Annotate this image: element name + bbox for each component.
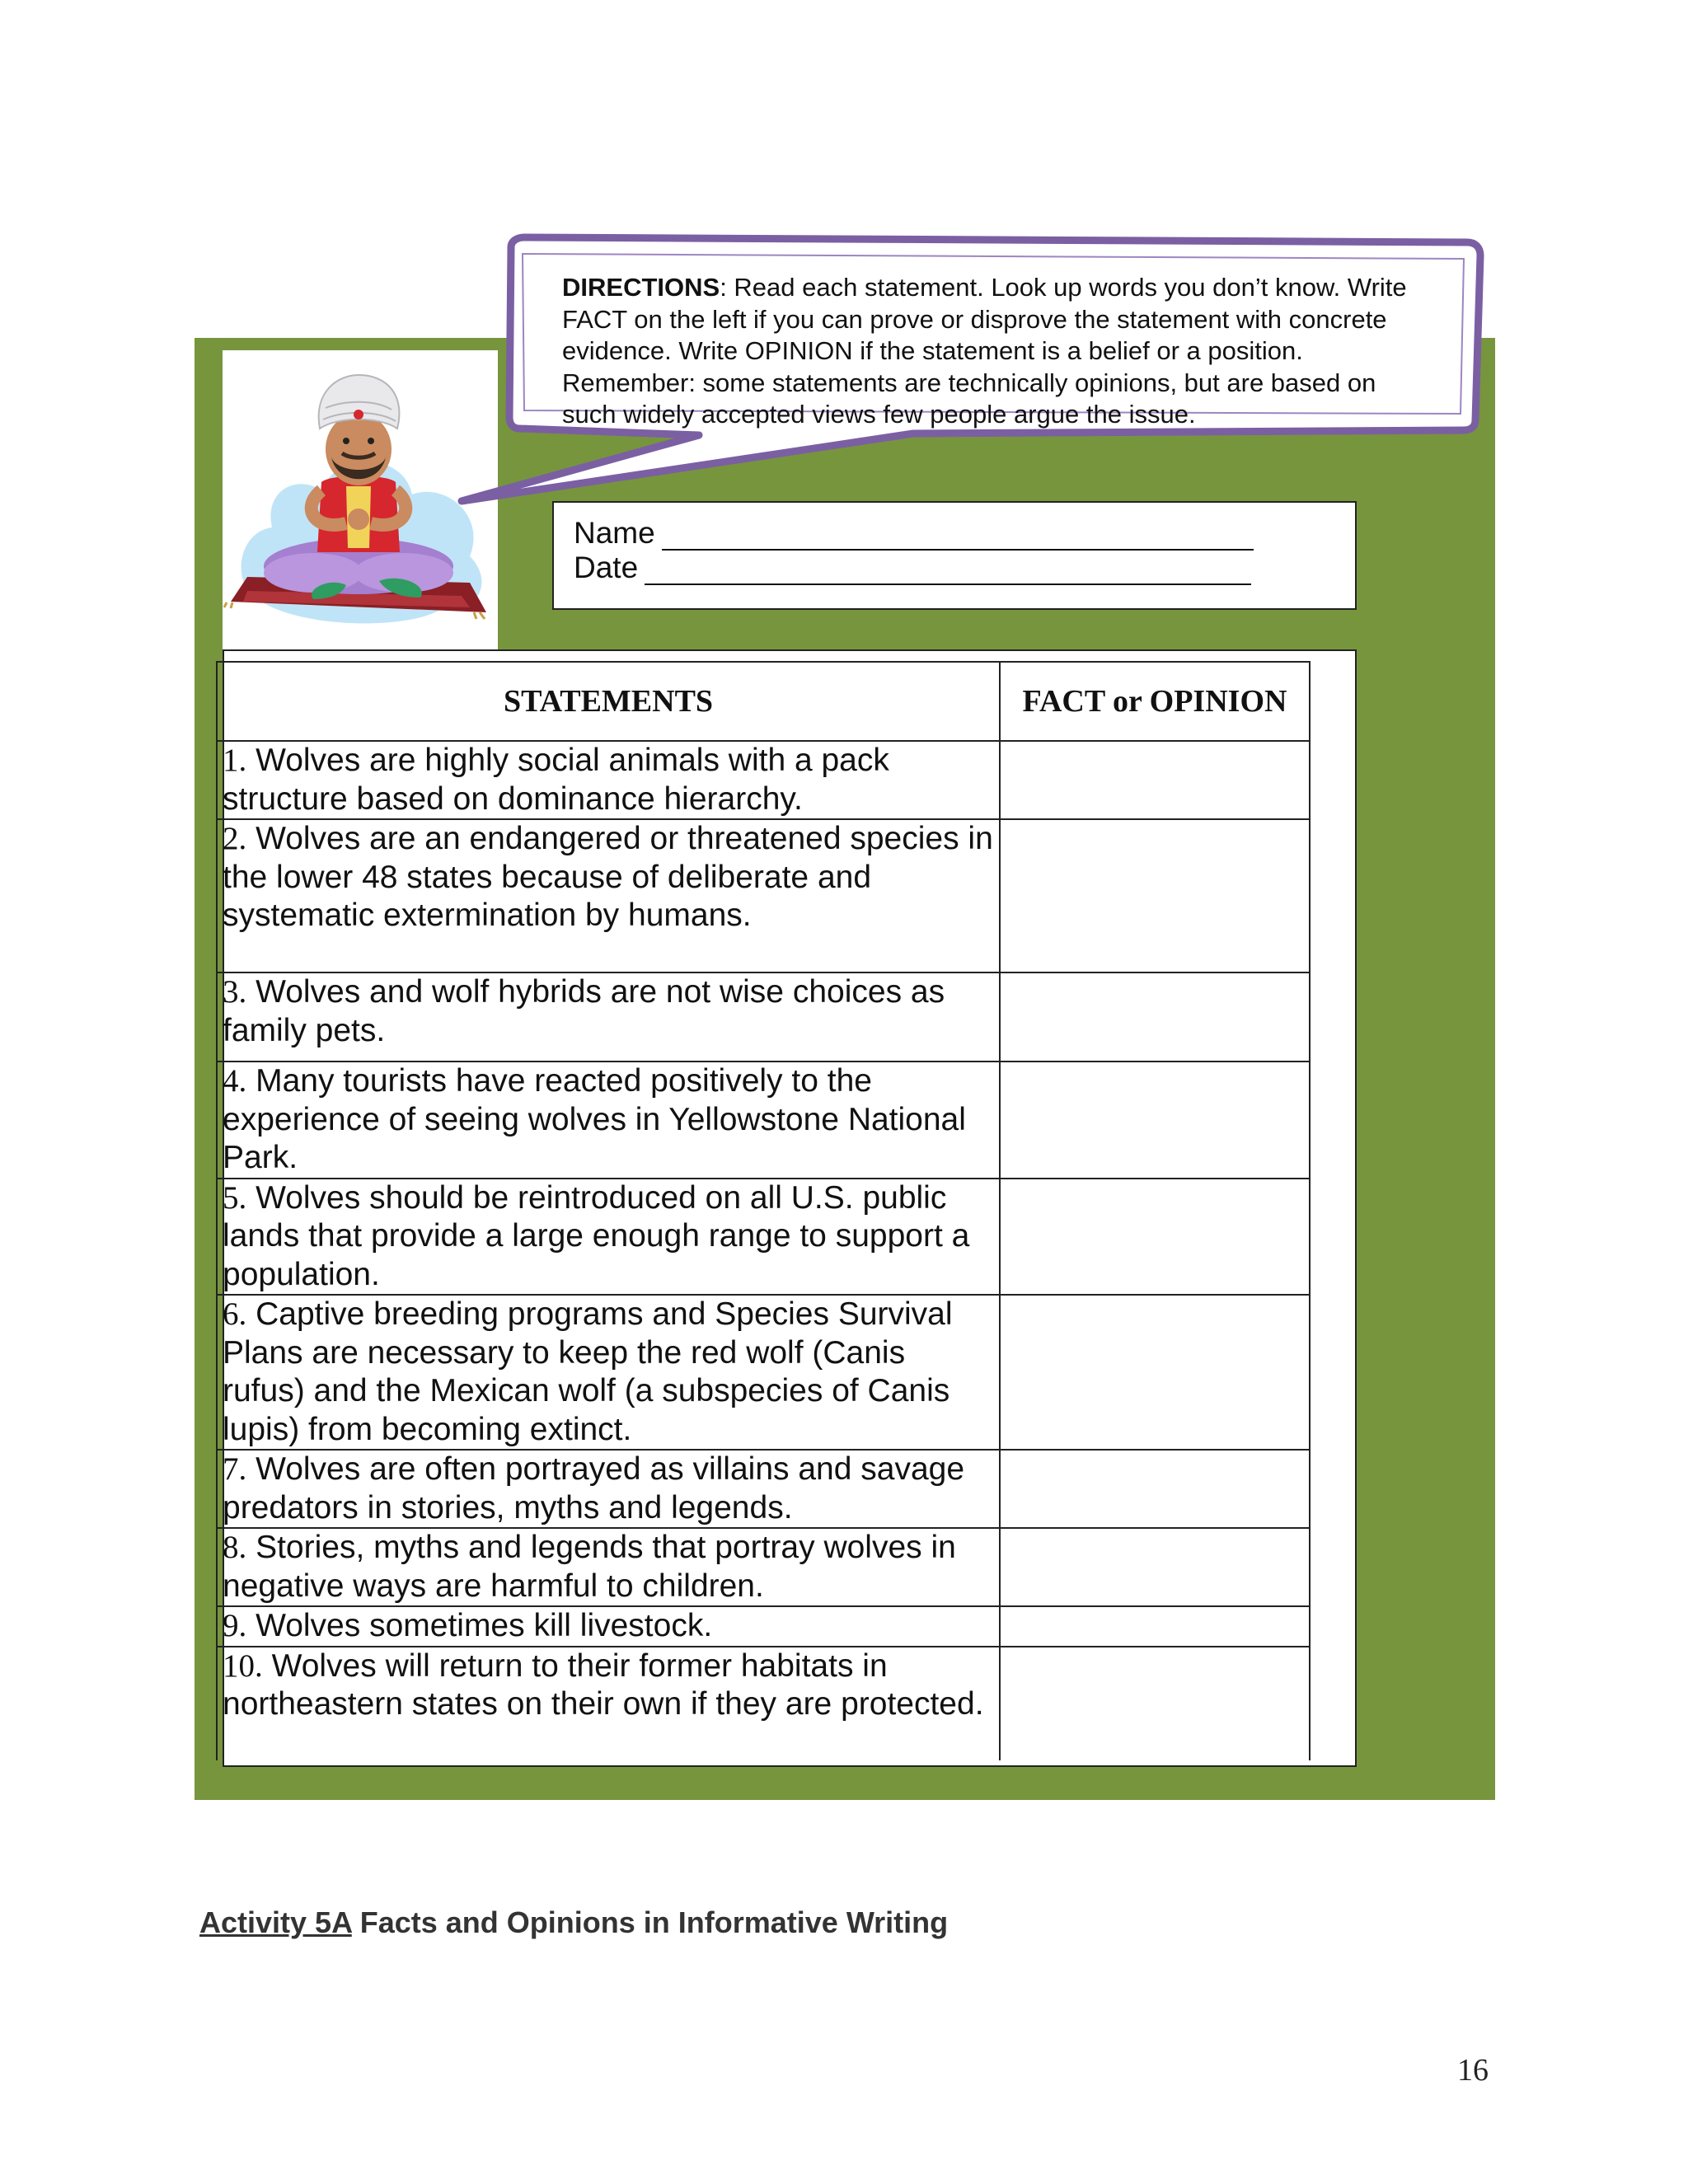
statement-cell: [217, 741, 1000, 819]
statement-text: Wolves are often portrayed as villains and savage predators in stories, myths and legends.: [223, 1451, 965, 1526]
date-field[interactable]: [645, 557, 1251, 585]
table-row: [217, 1450, 1310, 1528]
statement-number: 8.: [223, 1530, 247, 1565]
statement-text: Wolves will return to their former habitats in northeastern states on their own if they are protected.: [223, 1647, 984, 1722]
statement-number: 9.: [223, 1608, 247, 1643]
statement-text: Wolves are an endangered or threatened species in the lower 48 states because of deliberate and systematic extermination by humans.: [223, 821, 993, 933]
answer-cell[interactable]: [1000, 1528, 1310, 1606]
date-field-row: [574, 551, 1251, 585]
statement-number: 5.: [223, 1179, 247, 1216]
statement-text: Wolves are highly social animals with a pack structure based on dominance hierarchy.: [223, 743, 889, 817]
table-row: [217, 819, 1310, 972]
directions-body: : Read each statement. Look up words you don’t know. Write FACT on the left if you can prove or disprove the statement with concrete evidence. Write OPINION if the statement is a belief or a position. Remember: some statements are technically opinions, but are based on such widely accepted views few people argue the issue.: [562, 273, 1407, 429]
answer-cell[interactable]: [1000, 741, 1310, 819]
fact-or-opinion-header: FACT or OPINION: [1000, 662, 1310, 741]
table-row: [217, 1647, 1310, 1760]
statement-number: 2.: [223, 821, 247, 856]
answer-cell[interactable]: [1000, 1179, 1310, 1296]
answer-cell[interactable]: [1000, 972, 1310, 1062]
table-row: [217, 1606, 1310, 1647]
answer-cell[interactable]: [1000, 1606, 1310, 1647]
statement-cell: [217, 1062, 1000, 1179]
statement-text: Wolves sometimes kill livestock.: [246, 1608, 713, 1643]
table-row: [217, 1179, 1310, 1296]
date-label: Date: [574, 551, 639, 584]
statement-text: Wolves should be reintroduced on all U.S. public lands that provide a large enough range to support a population.: [223, 1179, 970, 1292]
table-row: [217, 741, 1310, 819]
name-field[interactable]: [662, 523, 1254, 551]
statement-cell: [217, 1450, 1000, 1528]
name-field-row: [574, 516, 1254, 551]
table-row: [217, 1528, 1310, 1606]
activity-heading: [199, 1905, 948, 1940]
statement-number: 7.: [223, 1451, 247, 1487]
statement-number: 3.: [223, 974, 247, 1010]
name-label: Name: [574, 516, 655, 550]
statement-cell: [217, 1179, 1000, 1296]
name-date-box: [552, 501, 1357, 610]
genie-on-magic-carpet-icon: [223, 350, 498, 651]
answer-cell[interactable]: [1000, 1647, 1310, 1760]
answer-cell[interactable]: [1000, 1295, 1310, 1450]
statement-cell: [217, 819, 1000, 972]
statement-cell: [217, 1528, 1000, 1606]
directions-text: [562, 272, 1428, 431]
activity-label: Activity 5A: [199, 1905, 352, 1939]
statement-text: Wolves and wolf hybrids are not wise choices as family pets.: [223, 974, 945, 1048]
statement-number: 1.: [223, 743, 247, 778]
statement-number: 6.: [223, 1296, 247, 1332]
table-header-row: [217, 662, 1310, 741]
directions-label: DIRECTIONS: [562, 273, 720, 302]
statements-header: STATEMENTS: [217, 662, 1000, 741]
statement-text: Many tourists have reacted positively to the experience of seeing wolves in Yellowstone National Park.: [223, 1063, 966, 1175]
answer-cell[interactable]: [1000, 1062, 1310, 1179]
statements-table: [216, 661, 1311, 1760]
statement-cell: [217, 1295, 1000, 1450]
statement-number: 10.: [223, 1647, 263, 1684]
answer-cell[interactable]: [1000, 1450, 1310, 1528]
activity-title: Facts and Opinions in Informative Writing: [351, 1905, 949, 1939]
answer-cell[interactable]: [1000, 819, 1310, 972]
statement-text: Stories, myths and legends that portray wolves in negative ways are harmful to children.: [223, 1530, 956, 1604]
page-number: 16: [1457, 2053, 1489, 2088]
statement-number: 4.: [223, 1063, 247, 1099]
table-row: [217, 1062, 1310, 1179]
statement-text: Captive breeding programs and Species Survival Plans are necessary to keep the red wolf (Canis rufus) and the Mexican wolf (a subspecies of Canis lupis) from becoming extinct.: [223, 1296, 953, 1447]
table-row: [217, 972, 1310, 1062]
statement-cell: [217, 972, 1000, 1062]
statement-cell: [217, 1647, 1000, 1760]
table-row: [217, 1295, 1310, 1450]
statement-cell: [217, 1606, 1000, 1647]
